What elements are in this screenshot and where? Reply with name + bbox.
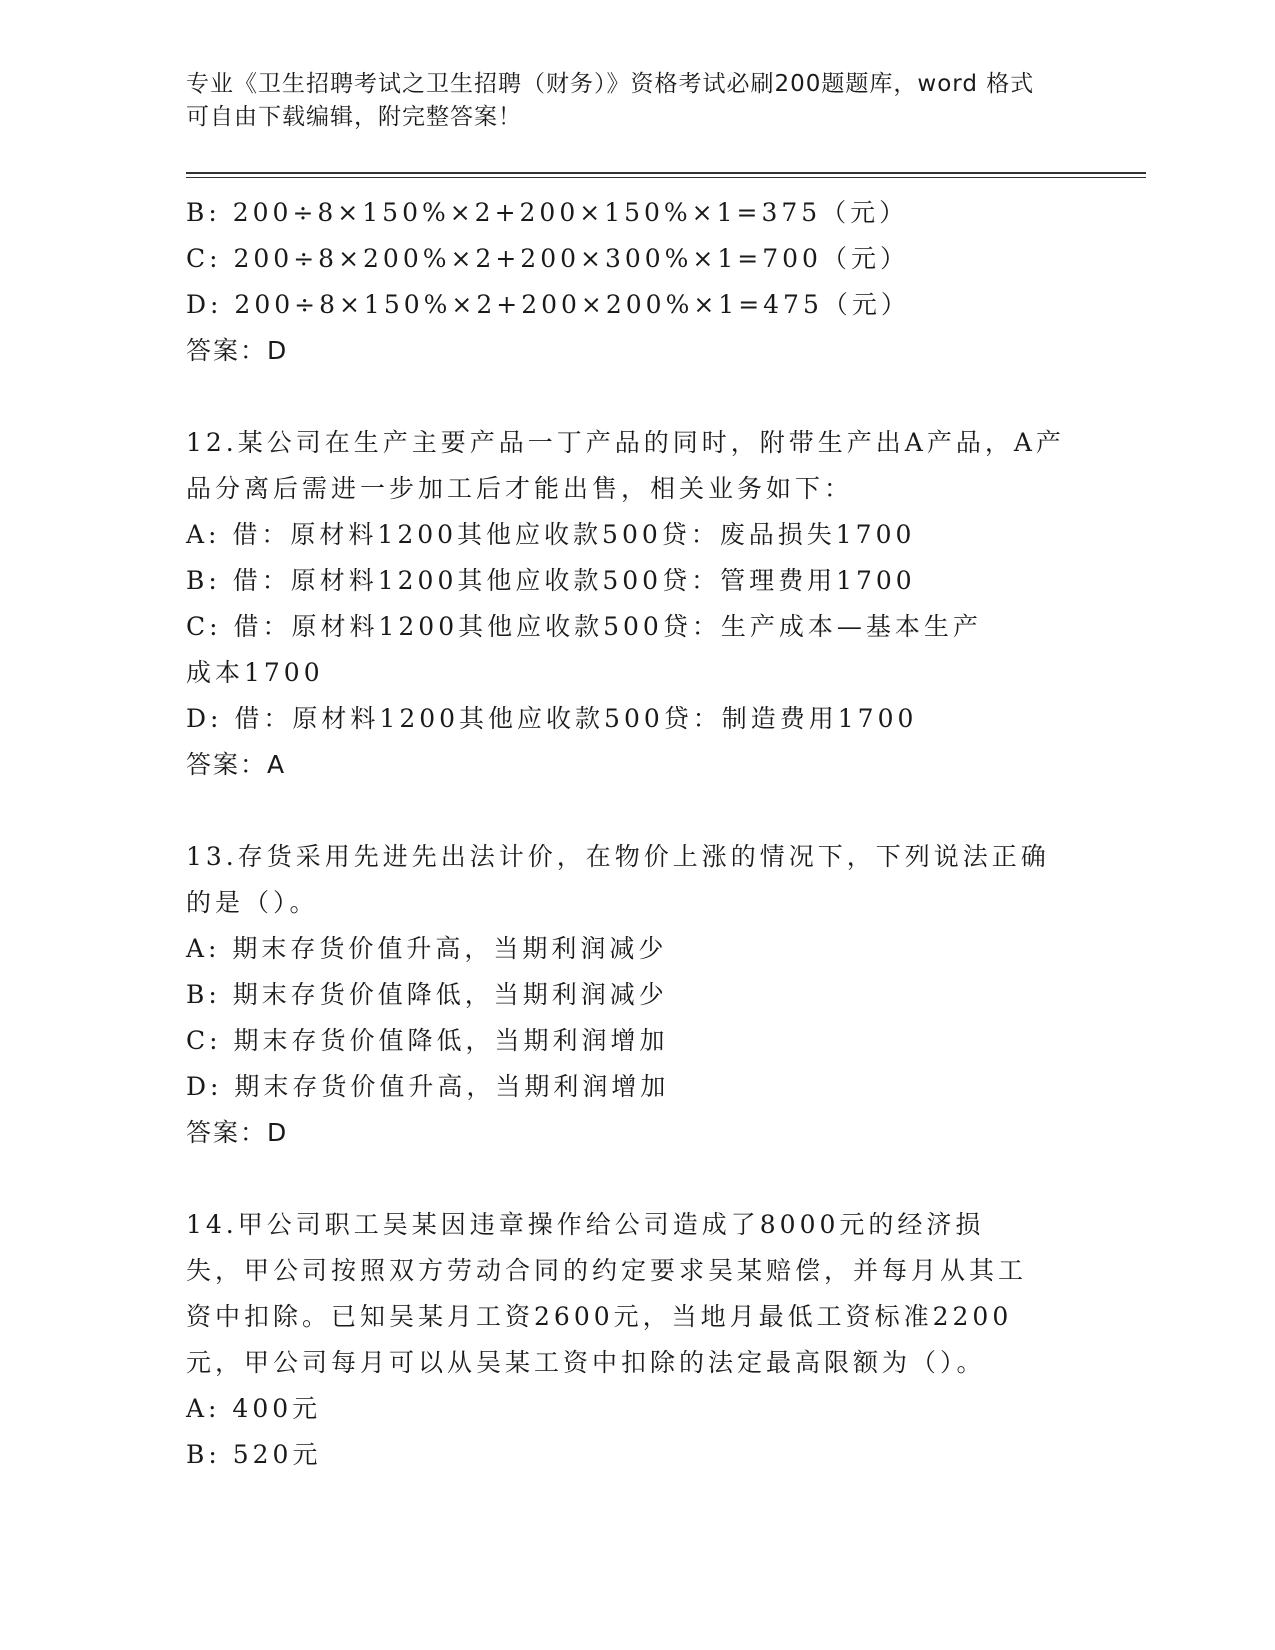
question-11-continued <box>186 190 1146 374</box>
option-d: D: 借：原材料1200其他应收款500贷：制造费用1700 <box>186 704 918 733</box>
option-c: C: 期末存货价值降低，当期利润增加 <box>186 1026 669 1055</box>
question-list <box>186 190 1146 1478</box>
option-d: D: 期末存货价值升高，当期利润增加 <box>186 1072 670 1101</box>
option-b: B: 期末存货价值降低，当期利润减少 <box>186 980 668 1009</box>
option-d: D: 200÷8×150%×2+200×200%×1=475（元） <box>186 290 910 319</box>
header-divider <box>186 172 1146 178</box>
question-13 <box>186 834 1146 1156</box>
question-12 <box>186 420 1146 788</box>
option-b: B: 借：原材料1200其他应收款500贷：管理费用1700 <box>186 566 916 595</box>
answer: 答案：D <box>186 336 289 365</box>
option-a: A: 期末存货价值升高，当期利润减少 <box>186 934 668 963</box>
header-line-2: 可自由下载编辑，附完整答案！ <box>186 104 522 130</box>
option-b: B: 200÷8×150%×2+200×150%×1=375（元） <box>186 198 909 227</box>
option-c: C: 200÷8×200%×2+200×300%×1=700（元） <box>186 244 909 273</box>
document-header <box>186 68 1066 134</box>
question-stem: 13.存货采用先进先出法计价，在物价上涨的情况下，下列说法正确的是（）。 <box>186 842 1050 917</box>
answer: 答案：A <box>186 750 287 779</box>
header-line-1: 专业《卫生招聘考试之卫生招聘（财务）》资格考试必刷200题题库，word 格式 <box>186 71 1035 97</box>
question-stem: 12.某公司在生产主要产品一丁产品的同时，附带生产出A产品，A产品分离后需进一步加工后才能出售，相关业务如下： <box>186 428 1065 503</box>
option-c: C: 借：原材料1200其他应收款500贷：生产成本—基本生产成本1700 <box>186 612 982 687</box>
question-stem: 14.甲公司职工吴某因违章操作给公司造成了8000元的经济损失，甲公司按照双方劳动合同的约定要求吴某赔偿，并每月从其工资中扣除。已知吴某月工资2600元，当地月最低工资标准2200元，甲公司每月可以从吴某工资中扣除的法定最高限额为（）。 <box>186 1210 1028 1377</box>
answer: 答案：D <box>186 1118 289 1147</box>
option-a: A: 400元 <box>186 1394 322 1423</box>
option-a: A: 借：原材料1200其他应收款500贷：废品损失1700 <box>186 520 916 549</box>
option-b: B: 520元 <box>186 1440 322 1469</box>
document-page <box>186 68 1146 1478</box>
question-14 <box>186 1202 1146 1478</box>
